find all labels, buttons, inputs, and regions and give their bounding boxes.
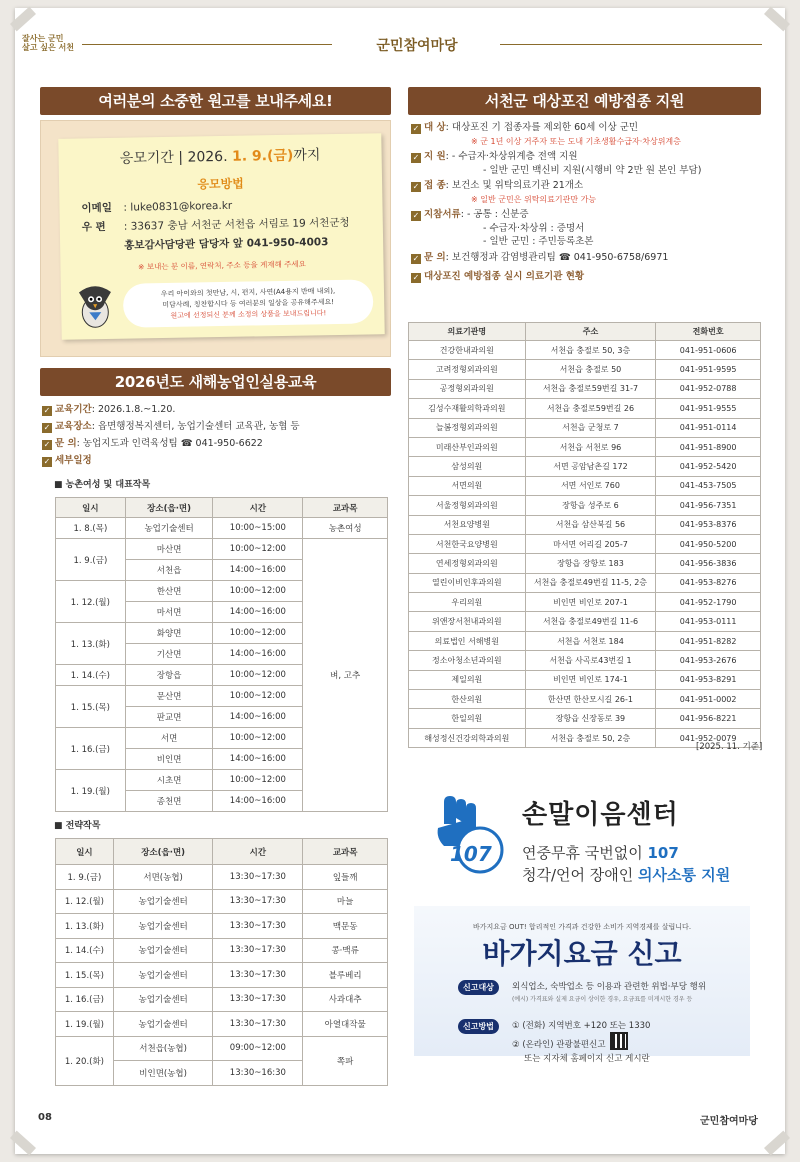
table-cell: 1. 15.(목) — [56, 686, 126, 728]
table-cell: 14:00~16:00 — [213, 644, 303, 665]
column-header: 일시 — [56, 839, 114, 865]
table-row — [409, 457, 761, 476]
clinic-title: 대상포진 예방접종 실시 의료기관 현황 — [424, 271, 585, 282]
ad2-method1: ① (전화) 지역번호 +120 또는 1330 — [512, 1021, 651, 1031]
price-gouging-ad — [414, 906, 750, 1064]
info-value: : 2026.1.8.~1.20. — [91, 404, 176, 415]
mail-address: 33637 충남 서천군 서천읍 서림로 19 서천군청 — [130, 216, 350, 233]
table-cell: 서천읍(농협) — [113, 1036, 213, 1061]
check-icon: ✓ — [43, 423, 51, 432]
table-cell: 서천한국요양병원 — [409, 534, 526, 553]
table-cell: 시초면 — [125, 770, 213, 791]
table-cell: 문산면 — [125, 686, 213, 707]
table-cell: 서천읍 충절로 50, 2층 — [525, 728, 656, 747]
check-icon: ✓ — [412, 211, 420, 220]
table-cell: 041-956-7351 — [656, 496, 761, 515]
table-cell: 마늘 — [303, 889, 388, 914]
ad2-target-text: 외식업소, 숙박업소 등 이용과 관련한 위법·부당 행위 — [512, 982, 707, 992]
ad2-target-label: 신고대상 — [458, 980, 499, 995]
table-cell: 10:00~12:00 — [213, 623, 303, 644]
info-label: 문 의 — [424, 251, 446, 263]
info-value: : 농업지도과 인력육성팀 ☎ 041-950-6622 — [76, 438, 263, 449]
table-row — [56, 963, 388, 988]
table-cell: 041-951-9595 — [656, 360, 761, 379]
table-cell: 13:30~16:30 — [213, 1061, 303, 1086]
table-row — [409, 651, 761, 670]
table-row — [409, 631, 761, 650]
table-cell: 서천읍 서천로 96 — [525, 437, 656, 456]
table-cell: 판교면 — [125, 707, 213, 728]
table-row — [409, 341, 761, 360]
period-suffix: 까지 — [293, 147, 321, 164]
info-note: ※ 일반 군민은 위탁의료기관만 가능 — [471, 194, 597, 204]
table-cell: 농업기술센터 — [113, 914, 213, 939]
table-cell: 벼, 고추 — [303, 539, 388, 812]
check-icon: ✓ — [43, 406, 51, 415]
table-cell: 1. 9.(금) — [56, 539, 126, 581]
info-row — [411, 251, 701, 265]
table-row — [409, 534, 761, 553]
table-cell: 041-951-0002 — [656, 690, 761, 709]
table-cell: 서천읍 충절로49번길 11-5, 2층 — [525, 573, 656, 592]
table-cell: 1. 9.(금) — [56, 865, 114, 890]
table-cell: 마서면 어리길 205-7 — [525, 534, 656, 553]
email-row: 이메일 : luke0831@korea.kr — [81, 199, 233, 215]
phone-number[interactable]: 107 — [647, 844, 679, 862]
table-row — [409, 399, 761, 418]
table-cell: 1. 12.(월) — [56, 889, 114, 914]
table-cell: 한산면 한산모시길 26-1 — [525, 690, 656, 709]
check-icon: ✓ — [43, 457, 51, 466]
divider — [500, 44, 762, 45]
table-cell: 열린이비인후과의원 — [409, 573, 526, 592]
table-row — [56, 987, 388, 1012]
table-row — [56, 865, 388, 890]
qr-code-icon[interactable] — [610, 1032, 628, 1050]
table-cell: 화양면 — [125, 623, 213, 644]
table-cell: 041-953-2676 — [656, 651, 761, 670]
info-row — [411, 121, 701, 135]
notice: ※ 보내는 분 이름, 연락처, 주소 등을 게재해 주세요 — [138, 259, 306, 272]
table-row — [409, 670, 761, 689]
info-label: 대 상 — [424, 122, 446, 133]
period-prefix: 응모기간 | 2026. — [119, 148, 233, 167]
check-icon: ✓ — [412, 153, 420, 162]
table-cell: 서천읍 삼산북길 56 — [525, 515, 656, 534]
schedule-table-1 — [55, 497, 388, 812]
table-cell: 서면 서인로 760 — [525, 476, 656, 495]
table-cell: 1. 14.(수) — [56, 665, 126, 686]
table-cell: 비인면 비인로 207-1 — [525, 593, 656, 612]
clinic-date: [2025. 11. 기준] — [696, 742, 763, 752]
info-label: 세부일정 — [55, 455, 92, 466]
table-cell: 비인면 — [125, 749, 213, 770]
table-row — [56, 518, 388, 539]
table-cell: 서천읍 충절로49번길 11-6 — [525, 612, 656, 631]
education-banner: 2026년도 새해농업인실용교육 — [40, 368, 391, 396]
table-cell: 14:00~16:00 — [213, 602, 303, 623]
column-header: 교과목 — [303, 498, 388, 518]
table-cell: 1. 13.(화) — [56, 914, 114, 939]
info-row — [411, 179, 701, 193]
table-cell: 10:00~12:00 — [213, 581, 303, 602]
table-cell: 아열대작물 — [303, 1012, 388, 1037]
table-cell: 041-950-5200 — [656, 534, 761, 553]
table-row — [409, 554, 761, 573]
mail-row: 우 편 : 33637 충남 서천군 서천읍 서림로 19 서천군청 — [81, 216, 350, 234]
info-value: : 읍면행정복지센터, 농업기술센터 교육관, 농협 등 — [91, 421, 300, 432]
table-cell: 1. 19.(월) — [56, 1012, 114, 1037]
bubble-line: 우리 아이와의 첫만남, 시, 편지, 사연(A4용지 반매 내외), — [160, 287, 336, 299]
table-cell: 건강한내과의원 — [409, 341, 526, 360]
period-date: 1. 9.(금) — [231, 147, 294, 165]
table-cell: 14:00~16:00 — [213, 560, 303, 581]
table-cell: 14:00~16:00 — [213, 749, 303, 770]
info-row — [42, 403, 300, 417]
table-cell: 1. 14.(수) — [56, 938, 114, 963]
table-cell: 041-953-8291 — [656, 670, 761, 689]
check-icon: ✓ — [412, 273, 420, 282]
table-cell: 정소아청소년과의원 — [409, 651, 526, 670]
table-cell: 041-453-7505 — [656, 476, 761, 495]
table-cell: 기산면 — [125, 644, 213, 665]
table-cell: 한산면 — [125, 581, 213, 602]
mail-label: 우 편 — [81, 221, 106, 234]
check-icon: ✓ — [412, 124, 420, 133]
table-cell: 늘봄정형외과의원 — [409, 418, 526, 437]
column-header: 의료기관명 — [409, 323, 526, 341]
table-cell: 서천읍 군청로 7 — [525, 418, 656, 437]
table-cell: 해성정신건강의학과의원 — [409, 728, 526, 747]
table-cell: 사과대추 — [303, 987, 388, 1012]
check-icon: ✓ — [412, 253, 420, 263]
table-cell: 10:00~12:00 — [213, 728, 303, 749]
page-number: 08 — [38, 1112, 52, 1123]
highlight: 의사소통 지원 — [638, 866, 731, 884]
info-value: - 일반 군민 : 주민등록초본 — [483, 236, 594, 247]
table-row — [409, 515, 761, 534]
clinic-table — [408, 322, 761, 748]
info-row — [411, 208, 701, 222]
table-cell: 장항읍 성주로 6 — [525, 496, 656, 515]
table-cell: 10:00~12:00 — [213, 686, 303, 707]
table-cell: 종천면 — [125, 791, 213, 812]
info-value: : - 수급자·차상위계층 전액 지원 — [445, 151, 578, 162]
slogan-line: 잘사는 군민 — [22, 34, 64, 43]
table-cell: 1. 16.(금) — [56, 987, 114, 1012]
table-row — [409, 476, 761, 495]
info-row — [411, 150, 701, 164]
speech-bubble — [123, 279, 374, 327]
info-label: 문 의 — [55, 438, 77, 449]
table-cell: 13:30~17:30 — [213, 987, 303, 1012]
table-cell: 041-956-3836 — [656, 554, 761, 573]
slogan-line: 살고 싶은 서천 — [22, 43, 74, 52]
table-row — [56, 914, 388, 939]
table-cell: 041-956-8221 — [656, 709, 761, 728]
table-row — [56, 539, 388, 560]
table-row — [409, 709, 761, 728]
table-cell: 연세정형외과의원 — [409, 554, 526, 573]
info-label: 접 종 — [424, 180, 446, 191]
contribution-banner: 여러분의 소중한 원고를 보내주세요! — [40, 87, 391, 115]
table-cell: 미래산부인과의원 — [409, 437, 526, 456]
table-row — [56, 889, 388, 914]
info-value: - 일반 군민 백신비 지원(시행비 약 2만 원 본인 부담) — [483, 164, 702, 176]
info-label: 지참서류 — [424, 209, 461, 220]
sign-language-center-ad — [414, 786, 750, 898]
ad2-top: 바가지요금 OUT! 합리적인 가격과 건강한 소비가 지역경제를 살립니다. — [472, 923, 692, 931]
table-cell: 고려정형외과의원 — [409, 360, 526, 379]
table-cell: 서울정형외과의원 — [409, 496, 526, 515]
table-cell: 1. 20.(화) — [56, 1036, 114, 1085]
column-header: 일시 — [56, 498, 126, 518]
column-header: 시간 — [213, 498, 303, 518]
section-title: 군민참여마당 — [376, 38, 458, 54]
table-cell: 농업기술센터 — [113, 1012, 213, 1037]
table-cell: 1. 13.(화) — [56, 623, 126, 665]
table-cell: 041-953-8376 — [656, 515, 761, 534]
info-value: : 보건소 및 위탁의료기관 21개소 — [445, 180, 584, 191]
table-cell: 13:30~17:30 — [213, 865, 303, 890]
table-cell: 10:00~12:00 — [213, 770, 303, 791]
info-row — [411, 270, 701, 284]
table-cell: 041-952-0788 — [656, 379, 761, 398]
table-row — [56, 1036, 388, 1061]
table-cell: 서천읍 충절로 50, 3층 — [525, 341, 656, 360]
table-cell: 041-952-1790 — [656, 593, 761, 612]
bubble-line: 원고에 선정되신 분께 소정의 상품을 보내드립니다! — [170, 309, 327, 320]
table-cell: 13:30~17:30 — [213, 938, 303, 963]
ad2-target-note: (예시) 가격표와 실제 요금이 상이한 경우, 요금표를 미게시한 경우 등 — [512, 996, 693, 1003]
table-cell: 13:30~17:30 — [213, 914, 303, 939]
info-value: : - 공통 : 신분증 — [460, 209, 529, 220]
slogan — [22, 34, 74, 52]
table-cell: 서면의원 — [409, 476, 526, 495]
table-row — [409, 379, 761, 398]
table-row — [409, 437, 761, 456]
table-row — [409, 496, 761, 515]
table2-title: ■ 전략작목 — [54, 821, 101, 831]
table-cell: 1. 16.(금) — [56, 728, 126, 770]
table-cell: 1. 12.(월) — [56, 581, 126, 623]
table-cell: 장항읍 — [125, 665, 213, 686]
table-cell: 10:00~15:00 — [213, 518, 303, 539]
check-icon: ✓ — [43, 440, 51, 449]
vaccination-info — [411, 121, 701, 284]
table-cell: 09:00~12:00 — [213, 1036, 303, 1061]
info-label: 지 원 — [424, 151, 446, 162]
table-cell: 쪽파 — [303, 1036, 388, 1085]
table-cell: 041-951-0114 — [656, 418, 761, 437]
info-row — [42, 420, 300, 434]
email-address[interactable]: luke0831@korea.kr — [130, 199, 233, 214]
table-cell: 우리의원 — [409, 593, 526, 612]
table-cell: 1. 15.(목) — [56, 963, 114, 988]
table-cell: 1. 8.(목) — [56, 518, 126, 539]
column-header: 장소(읍·면) — [113, 839, 213, 865]
table-cell: 041-951-8900 — [656, 437, 761, 456]
table-row — [409, 360, 761, 379]
table-cell: 13:30~17:30 — [213, 889, 303, 914]
table-cell: 서천요양병원 — [409, 515, 526, 534]
table-cell: 비인면(농협) — [113, 1061, 213, 1086]
center-number: 107 — [450, 842, 492, 866]
bubble-line: 미담사례, 칭찬합시다 등 여러분의 일상을 공유해주세요! — [162, 298, 335, 310]
contribution-note — [58, 133, 384, 340]
table-cell: 서면(농협) — [113, 865, 213, 890]
table-cell: 농업기술센터 — [113, 963, 213, 988]
table-cell: 서천읍 충절로59번길 31-7 — [525, 379, 656, 398]
center-title: 손말이음센터 — [522, 800, 679, 830]
table-cell: 13:30~17:30 — [213, 1012, 303, 1037]
table-cell: 서천읍 — [125, 560, 213, 581]
table-cell: 041-951-9555 — [656, 399, 761, 418]
table-cell: 농업기술센터 — [113, 987, 213, 1012]
table-row — [409, 612, 761, 631]
table-cell: 서천읍 충절로 50 — [525, 360, 656, 379]
table-cell: 장항읍 신장동로 39 — [525, 709, 656, 728]
table-cell: 의료법인 서해병원 — [409, 631, 526, 650]
table-cell: 맥문동 — [303, 914, 388, 939]
info-note: ※ 군 1년 이상 거주자 또는 도내 기초생활수급자·차상위계층 — [471, 136, 681, 146]
check-icon: ✓ — [412, 182, 420, 191]
table-cell: 한일의원 — [409, 709, 526, 728]
center-line1 — [522, 842, 679, 863]
table1-title: ■ 농촌여성 및 대표작목 — [54, 480, 151, 490]
table-cell: 1. 19.(월) — [56, 770, 126, 812]
mail-recipient: 홍보감사담당관 담당자 앞 041-950-4003 — [124, 236, 329, 252]
info-row — [42, 437, 300, 451]
ad2-method-label: 신고방법 — [458, 1019, 499, 1034]
table-cell: 041-951-8282 — [656, 631, 761, 650]
schedule-table-2 — [55, 838, 388, 1086]
table-cell: 농업기술센터 — [113, 889, 213, 914]
info-label: 교육기간 — [55, 404, 92, 415]
table-cell: 10:00~12:00 — [213, 539, 303, 560]
table-cell: 서천읍 충절로59번길 26 — [525, 399, 656, 418]
table-cell: 041-953-0111 — [656, 612, 761, 631]
info-value: : 보건행정과 감염병관리팀 ☎ 041-950-6758/6971 — [445, 251, 669, 263]
table-cell: 13:30~17:30 — [213, 963, 303, 988]
table-cell: 서천읍 서천로 184 — [525, 631, 656, 650]
email-label: 이메일 — [81, 201, 113, 215]
table-cell: 041-953-8276 — [656, 573, 761, 592]
table-cell: 농업기술센터 — [113, 938, 213, 963]
table-cell: 14:00~16:00 — [213, 791, 303, 812]
table-cell: 서면 공암남촌길 172 — [525, 457, 656, 476]
column-header: 장소(읍·면) — [125, 498, 213, 518]
table-cell: 14:00~16:00 — [213, 707, 303, 728]
info-row — [42, 454, 300, 468]
table-cell: 마산면 — [125, 539, 213, 560]
column-header: 주소 — [525, 323, 656, 341]
table-cell: 김성수재활의학과의원 — [409, 399, 526, 418]
mascot-bird-icon — [73, 282, 118, 331]
table-cell: 잎들깨 — [303, 865, 388, 890]
table-cell: 농업기술센터 — [125, 518, 213, 539]
table-row — [56, 938, 388, 963]
method-title: 응모방법 — [197, 176, 244, 192]
table-cell: 공정형외과의원 — [409, 379, 526, 398]
ad2-title: 바가지요금 신고 — [482, 937, 682, 970]
table-cell: 장항읍 장항로 183 — [525, 554, 656, 573]
table-cell: 위앤장서천내과의원 — [409, 612, 526, 631]
table-cell: 041-951-0606 — [656, 341, 761, 360]
period — [58, 143, 381, 169]
table-cell: 콩·맥류 — [303, 938, 388, 963]
table-cell: 041-952-0079 — [656, 728, 761, 747]
table-cell: 농촌여성 — [303, 518, 388, 539]
table-row — [409, 690, 761, 709]
text: 연중무휴 국번없이 — [522, 844, 648, 862]
table-cell: 블루베리 — [303, 963, 388, 988]
column-header: 교과목 — [303, 839, 388, 865]
table-cell: 서천읍 사곡로43번길 1 — [525, 651, 656, 670]
table-cell: 마서면 — [125, 602, 213, 623]
table-cell: 비인면 비인로 174-1 — [525, 670, 656, 689]
table-row — [409, 593, 761, 612]
column-header: 시간 — [213, 839, 303, 865]
table-cell: 10:00~12:00 — [213, 665, 303, 686]
column-header: 전화번호 — [656, 323, 761, 341]
table-cell: 제일의원 — [409, 670, 526, 689]
table-row — [56, 1012, 388, 1037]
ad2-method2: ② (온라인) 관광불편신고 — [512, 1040, 606, 1050]
table-row — [409, 573, 761, 592]
table-cell: 서면 — [125, 728, 213, 749]
table-row — [409, 418, 761, 437]
table-cell: 한산의원 — [409, 690, 526, 709]
info-value: - 수급자·차상위 : 증명서 — [483, 222, 585, 234]
ad2-method3: 또는 지자체 홈페이지 신고 게시란 — [524, 1054, 650, 1064]
info-value: : 대상포진 기 접종자를 제외한 60세 이상 군민 — [445, 122, 639, 133]
table-cell: 삼성의원 — [409, 457, 526, 476]
divider — [82, 44, 332, 45]
text: 청각/언어 장애인 — [522, 866, 639, 884]
table-cell: 041-952-5420 — [656, 457, 761, 476]
education-info — [42, 403, 300, 468]
center-line2 — [522, 864, 730, 885]
page-header — [22, 34, 762, 54]
footer-section: 군민참여마당 — [700, 1116, 758, 1127]
vaccination-banner: 서천군 대상포진 예방접종 지원 — [408, 87, 761, 115]
info-label: 교육장소 — [55, 421, 92, 432]
